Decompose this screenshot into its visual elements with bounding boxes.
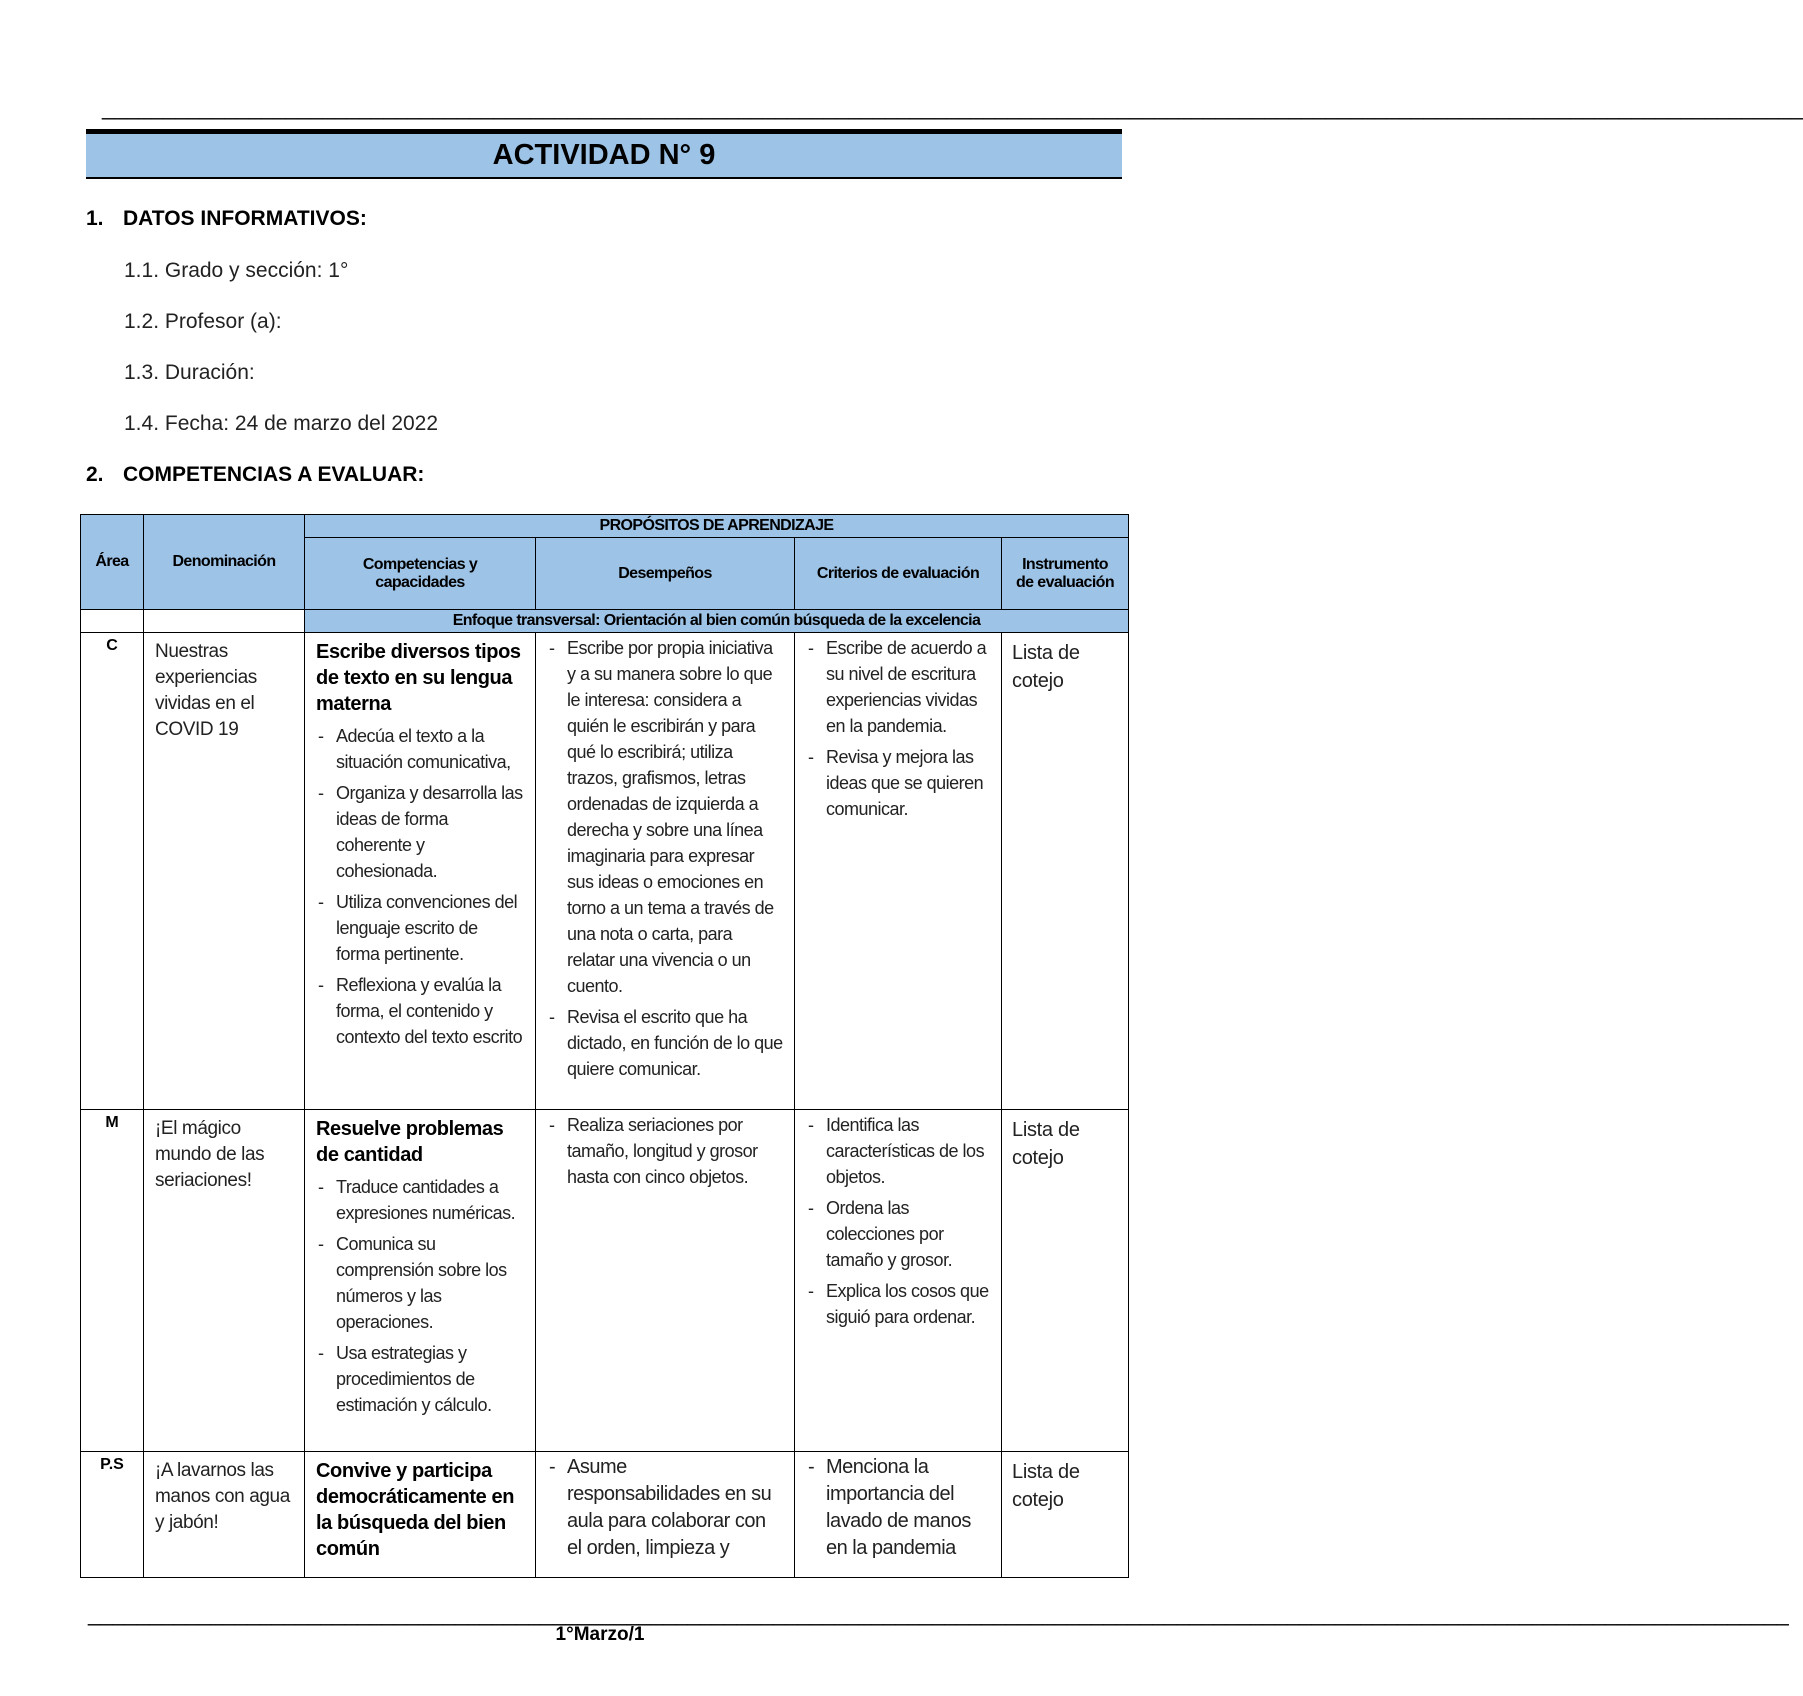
area-code: C [81, 633, 144, 1110]
list-item: - Comunica su comprensión sobre los números y las operaciones. [316, 1231, 525, 1335]
competencia-cell [305, 633, 536, 1110]
header-desempenos: Desempeños [536, 538, 795, 610]
list-item: - Asume responsabilidades en su aula para colaborar con el orden, limpieza y [547, 1454, 784, 1562]
list-item: - Adecúa el texto a la situación comunicativa, [316, 723, 525, 775]
list-item: - Reflexiona y evalúa la forma, el contenido y contexto del texto escrito [316, 972, 525, 1050]
criterios-list [806, 1112, 991, 1330]
info-profesor: 1.2. Profesor (a): [124, 310, 282, 333]
list-item: - Traduce cantidades a expresiones numéricas. [316, 1174, 525, 1226]
section-number: 1. [86, 207, 104, 230]
desempenos-list [547, 635, 784, 1082]
competencia-title: Escribe diversos tipos de texto en su lengua materna [316, 641, 521, 715]
header-area: Área [81, 515, 144, 610]
competencia-title: Convive y participa democráticamente en la búsqueda del bien común [316, 1460, 515, 1560]
criterios-list [806, 635, 991, 822]
desempenos-cell [536, 1110, 795, 1452]
list-item: - Escribe de acuerdo a su nivel de escritura experiencias vividas en la pandemia. [806, 635, 991, 739]
instrumento-cell: Lista de cotejo [1002, 633, 1129, 1110]
list-item: - Escribe por propia iniciativa y a su manera sobre lo que le interesa: considera a quién le escribirán y para qué lo escribirá; utiliza trazos, grafismos, letras ordenadas de izquierda a derecha y sobre una línea imaginaria para expresar sus ideas o emociones en torno a un tema a través de una nota o carta, para relatar una vivencia o un cuento. [547, 635, 784, 999]
info-grado: 1.1. Grado y sección: 1° [124, 259, 349, 282]
instrumento-cell: Lista de cotejo [1002, 1110, 1129, 1452]
list-item: - Explica los cosos que siguió para ordenar. [806, 1278, 991, 1330]
header-competencias: Competencias y capacidades [305, 538, 536, 610]
denominacion-cell: ¡A lavarnos las manos con agua y jabón! [144, 1452, 305, 1578]
desempenos-cell [536, 1452, 795, 1578]
desempenos-list [547, 1112, 784, 1190]
footer-label: 1°Marzo/1 [555, 1624, 645, 1645]
table-row [81, 1452, 1129, 1578]
list-item: - Usa estrategias y procedimientos de estimación y cálculo. [316, 1340, 525, 1418]
competencias-table [80, 514, 1129, 1578]
list-item: - Identifica las características de los objetos. [806, 1112, 991, 1190]
list-item: - Realiza seriaciones por tamaño, longitud y grosor hasta con cinco objetos. [547, 1112, 784, 1190]
bottom-rule: ___________________________________________________________________________________________________________________________________________ [88, 1601, 1789, 1626]
criterios-list [806, 1454, 991, 1562]
criterios-cell [795, 1452, 1002, 1578]
list-item: - Organiza y desarrolla las ideas de forma coherente y cohesionada. [316, 780, 525, 884]
header-instrumento: Instrumento de evaluación [1002, 538, 1129, 610]
section-heading-datos [86, 207, 367, 231]
header-propositos: PROPÓSITOS DE APRENDIZAJE [305, 515, 1129, 538]
enfoque-transversal: Enfoque transversal: Orientación al bien común búsqueda de la excelencia [305, 610, 1129, 633]
top-rule: ___________________________________________________________________________________________________________________________________________ [102, 95, 1803, 120]
criterios-cell [795, 1110, 1002, 1452]
activity-title: ACTIVIDAD N° 9 [86, 129, 1122, 179]
competencia-title: Resuelve problemas de cantidad [316, 1118, 504, 1166]
section-heading-competencias [86, 463, 424, 487]
list-item: - Revisa y mejora las ideas que se quieren comunicar. [806, 744, 991, 822]
criterios-cell [795, 633, 1002, 1110]
list-item: - Utiliza convenciones del lenguaje escrito de forma pertinente. [316, 889, 525, 967]
capacidades-list [316, 723, 525, 1050]
section-number: 2. [86, 463, 104, 486]
instrumento-cell: Lista de cotejo [1002, 1452, 1129, 1578]
table-row [81, 633, 1129, 1110]
denominacion-cell: Nuestras experiencias vividas en el COVID 19 [144, 633, 305, 1110]
header-criterios: Criterios de evaluación [795, 538, 1002, 610]
competencia-cell [305, 1110, 536, 1452]
list-item: - Revisa el escrito que ha dictado, en función de lo que quiere comunicar. [547, 1004, 784, 1082]
section-label: COMPETENCIAS A EVALUAR: [123, 463, 425, 486]
info-duracion: 1.3. Duración: [124, 361, 255, 384]
capacidades-list [316, 1174, 525, 1418]
list-item: - Menciona la importancia del lavado de manos en la pandemia [806, 1454, 991, 1562]
area-code: M [81, 1110, 144, 1452]
table-row [81, 1110, 1129, 1452]
header-denominacion: Denominación [144, 515, 305, 610]
competencia-cell [305, 1452, 536, 1578]
desempenos-cell [536, 633, 795, 1110]
area-code: P.S [81, 1452, 144, 1578]
list-item: - Ordena las colecciones por tamaño y grosor. [806, 1195, 991, 1273]
section-label: DATOS INFORMATIVOS: [123, 207, 367, 230]
desempenos-list [547, 1454, 784, 1562]
info-fecha: 1.4. Fecha: 24 de marzo del 2022 [124, 412, 439, 435]
denominacion-cell: ¡El mágico mundo de las seriaciones! [144, 1110, 305, 1452]
